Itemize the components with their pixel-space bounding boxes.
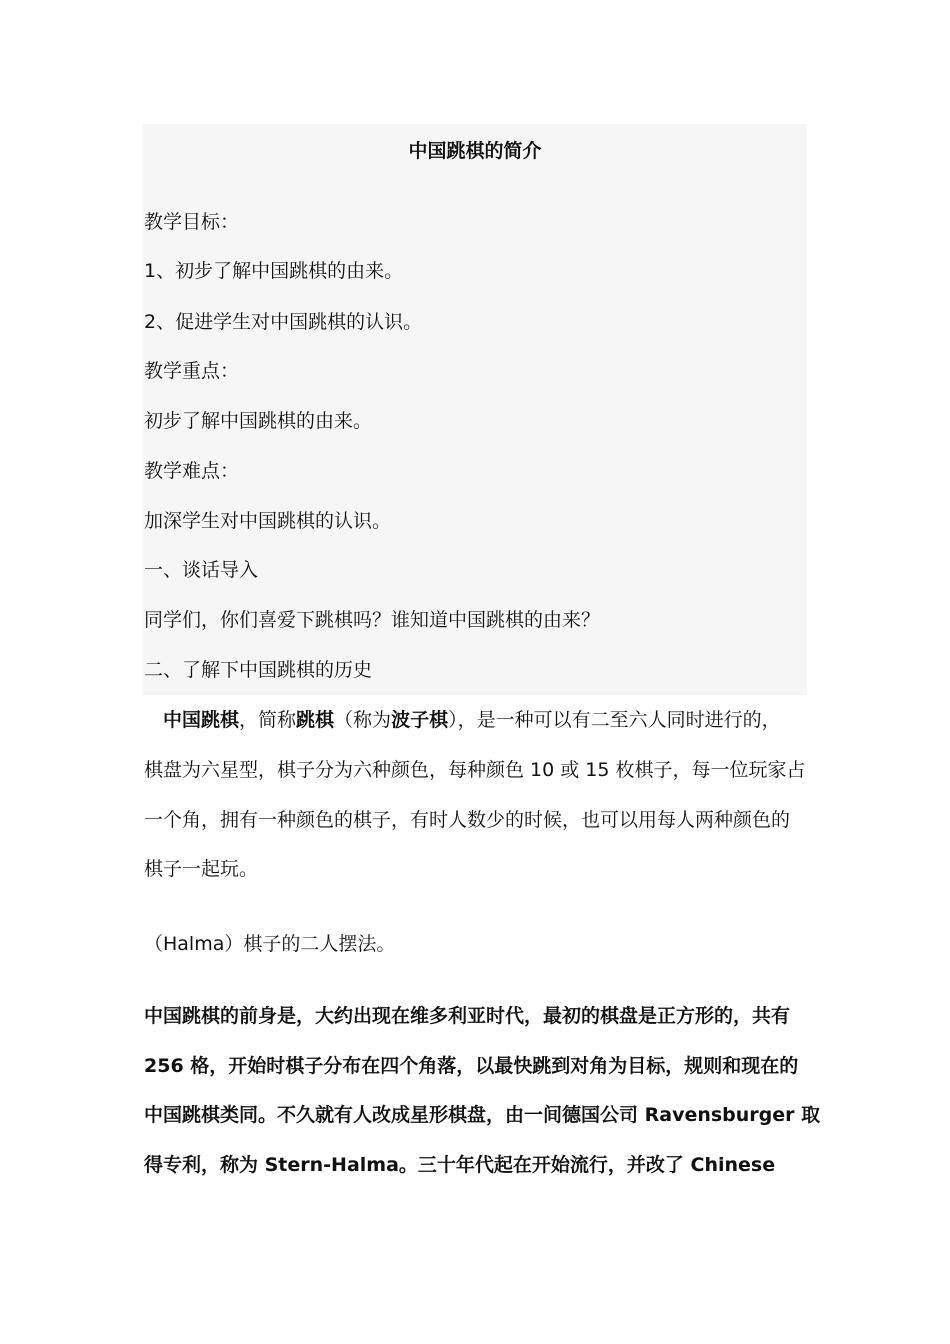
text-fragment: ，简称 <box>239 709 297 731</box>
section-1-text: 同学们，你们喜爱下跳棋吗？谁知道中国跳棋的由来？ <box>144 609 601 631</box>
paragraph-1-line-4: 棋子一起玩。 <box>144 858 259 880</box>
paragraph-1-line-2: 棋盘为六星型，棋子分为六种颜色，每种颜色 10 或 15 枚棋子，每一位玩家占 <box>144 759 806 781</box>
halma-caption: （Halma）棋子的二人摆法。 <box>144 933 396 955</box>
paragraph-2-line-4: 得专利，称为 Stern-Halma。三十年代起在开始流行，并改了 Chinese <box>144 1154 776 1176</box>
paragraph-1-line-3: 一个角，拥有一种颜色的棋子，有时人数少的时候，也可以用每人两种颜色的 <box>144 809 791 831</box>
term-chinese-checkers: 中国跳棋 <box>163 709 240 731</box>
objective-item-1: 1、初步了解中国跳棋的由来。 <box>144 260 404 282</box>
difficulty-heading: 教学难点： <box>144 460 240 482</box>
text-fragment: （称为 <box>334 709 392 731</box>
term-alias: 波子棋 <box>391 709 449 731</box>
paragraph-1-line-1 <box>163 707 808 733</box>
objective-item-2: 2、促进学生对中国跳棋的认识。 <box>144 311 423 333</box>
key-point-heading: 教学重点： <box>144 360 240 382</box>
text-fragment: ），是一种可以有二至六人同时进行的， <box>448 709 781 731</box>
objectives-heading: 教学目标： <box>144 211 240 233</box>
section-1-heading: 一、谈话导入 <box>144 559 259 581</box>
paragraph-2-line-3: 中国跳棋类同。不久就有人改成星形棋盘，由一间德国公司 Ravensburger 取 <box>144 1104 821 1126</box>
paragraph-2-line-2: 256 格，开始时棋子分布在四个角落，以最快跳到对角为目标，规则和现在的 <box>144 1055 799 1077</box>
term-short-name: 跳棋 <box>296 709 335 731</box>
section-2-heading: 二、了解下中国跳棋的历史 <box>144 659 373 681</box>
document-title: 中国跳棋的简介 <box>408 140 542 162</box>
key-point-text: 初步了解中国跳棋的由来。 <box>144 410 373 432</box>
difficulty-text: 加深学生对中国跳棋的认识。 <box>144 510 392 532</box>
paragraph-2-line-1: 中国跳棋的前身是，大约出现在维多利亚时代，最初的棋盘是正方形的，共有 <box>144 1005 791 1027</box>
